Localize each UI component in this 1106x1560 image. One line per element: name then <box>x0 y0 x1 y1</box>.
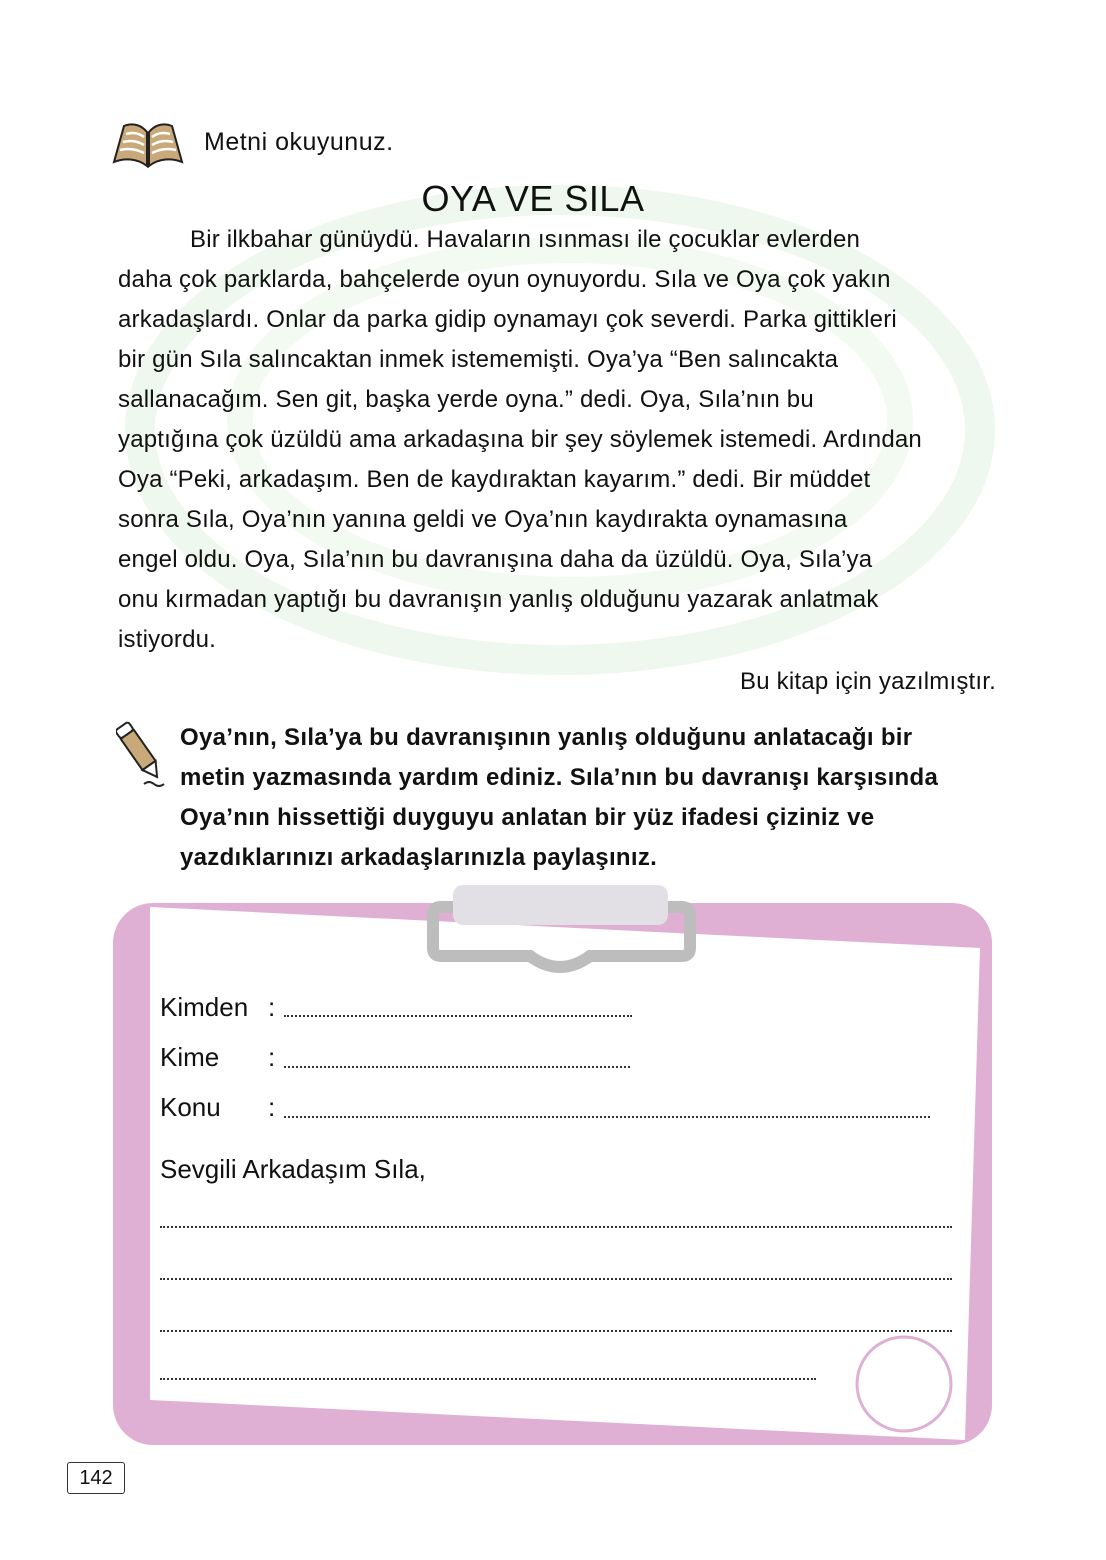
story-line: sonra Sıla, Oya’nın yanına geldi ve Oya’nın kaydırakta oynamasına <box>118 506 848 533</box>
story-line: yaptığına çok üzüldü ama arkadaşına bir şey söylemek istemedi. Ardından <box>118 426 922 453</box>
instruction: Metni okuyunuz. <box>204 128 394 156</box>
to-field[interactable] <box>284 1066 630 1068</box>
attribution: Bu kitap için yazılmıştır. <box>740 668 996 695</box>
story-line: arkadaşlardı. Onlar da parka gidip oynamayı çok severdi. Parka gittikleri <box>118 306 897 333</box>
to-label: Kime <box>160 1042 220 1072</box>
story-line: Bir ilkbahar günüydü. Havaların ısınması ile çocuklar evlerden <box>190 226 861 253</box>
greeting: Sevgili Arkadaşım Sıla, <box>160 1154 426 1184</box>
from-field[interactable] <box>284 1015 632 1017</box>
task-line: Oya’nın, Sıla’ya bu davranışının yanlış olduğunu anlatacağı bir <box>180 724 913 751</box>
from-label: Kimden <box>160 992 249 1022</box>
letter-line[interactable] <box>160 1378 816 1380</box>
colon: : <box>268 992 276 1022</box>
task-line: yazdıklarınızı arkadaşlarınızla paylaşınız. <box>180 844 658 871</box>
colon: : <box>268 1042 276 1072</box>
story-line: istiyordu. <box>118 626 217 653</box>
story-line: bir gün Sıla salıncaktan inmek istememişti. Oya’ya “Ben salıncakta <box>118 346 839 373</box>
letter-line[interactable] <box>160 1278 952 1280</box>
page-number: 142 <box>67 1462 125 1494</box>
letter-line[interactable] <box>160 1226 952 1228</box>
face-drawing-circle <box>857 1337 951 1431</box>
letter-line[interactable] <box>160 1330 952 1332</box>
story-line: sallanacağım. Sen git, başka yerde oyna.” dedi. Oya, Sıla’nın bu <box>118 386 814 413</box>
story-line: onu kırmadan yaptığı bu davranışın yanlış olduğunu yazarak anlatmak <box>118 586 879 613</box>
story-line: Oya “Peki, arkadaşım. Ben de kaydıraktan kayarım.” dedi. Bir müddet <box>118 466 871 493</box>
subject-label: Konu <box>160 1092 221 1122</box>
colon: : <box>268 1092 276 1122</box>
story-line: engel oldu. Oya, Sıla’nın bu davranışına daha da üzüldü. Oya, Sıla’ya <box>118 546 873 573</box>
task-line: metin yazmasında yardım ediniz. Sıla’nın bu davranışı karşısında <box>180 764 939 791</box>
story-title: OYA VE SILA <box>421 178 645 219</box>
subject-field[interactable] <box>284 1116 930 1118</box>
task-line: Oya’nın hissettiği duyguyu anlatan bir yüz ifadesi çiziniz ve <box>180 804 875 831</box>
story-line: daha çok parklarda, bahçelerde oyun oynuyordu. Sıla ve Oya çok yakın <box>118 266 891 293</box>
